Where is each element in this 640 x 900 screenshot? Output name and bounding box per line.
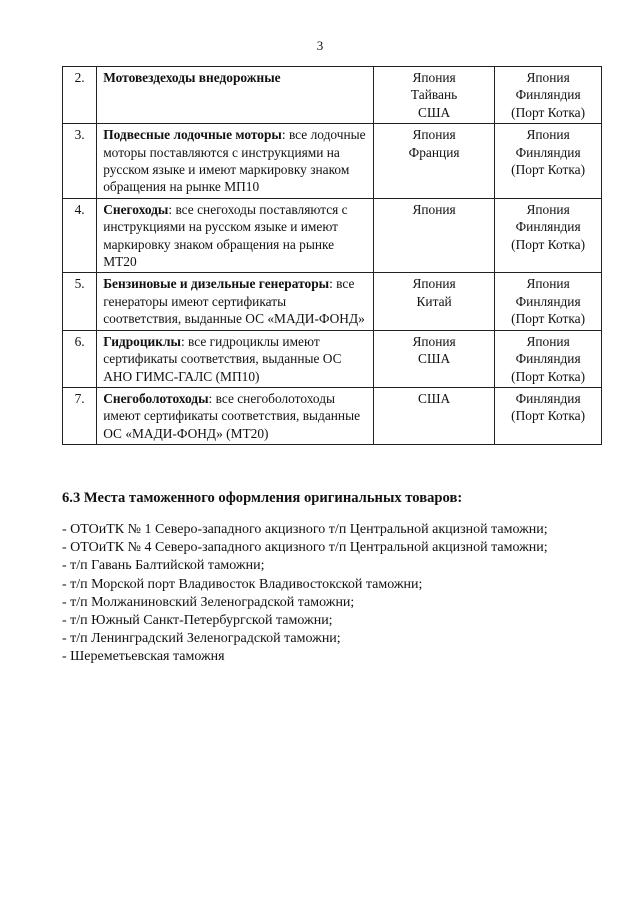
- origin-countries: [373, 387, 494, 444]
- goods-description: [97, 387, 374, 444]
- dispatch-country: Япония: [526, 127, 570, 143]
- origin-country: Япония: [412, 127, 456, 143]
- table-row: [63, 387, 602, 444]
- section-title: 6.3 Места таможенного оформления оригинальных товаров:: [62, 490, 463, 506]
- list-item: - т/п Ленинградский Зеленоградской таможни;: [62, 631, 341, 647]
- goods-title: Бензиновые и дизельные генераторы: [103, 276, 330, 292]
- origin-country: Тайвань: [410, 87, 458, 103]
- origin-countries: [373, 330, 494, 387]
- table-row: [63, 198, 602, 273]
- dispatch-country: (Порт Котка): [511, 368, 586, 384]
- list-item: - т/п Морской порт Владивосток Владивостокской таможни;: [62, 576, 423, 592]
- origin-country: США: [418, 104, 451, 120]
- dispatch-country: Япония: [526, 70, 570, 85]
- dispatch-country: Япония: [526, 333, 570, 349]
- origin-country: Франция: [408, 144, 460, 160]
- dispatch-countries: [495, 124, 602, 199]
- goods-title: Гидроциклы: [103, 333, 181, 349]
- list-item: - Шереметьевская таможня: [62, 649, 225, 665]
- dispatch-country: Финляндия: [515, 351, 581, 367]
- dispatch-countries: [495, 387, 602, 444]
- origin-country: Япония: [412, 70, 456, 85]
- dispatch-country: Финляндия: [515, 144, 581, 160]
- table-row: [63, 330, 602, 387]
- goods-description: [97, 273, 374, 330]
- goods-text: : все снегоходы поставляются с инструкциями на русском языке и имеют маркировку знаком обращения на рынке МТ20: [103, 201, 348, 270]
- list-item: - т/п Южный Санкт-Петербургской таможни;: [62, 613, 333, 629]
- dispatch-country: Япония: [526, 201, 570, 217]
- goods-title: Подвесные лодочные моторы: [103, 127, 282, 143]
- origin-countries: [373, 273, 494, 330]
- dispatch-countries: [495, 330, 602, 387]
- goods-description: [97, 330, 374, 387]
- goods-title: Мотовездеходы внедорожные: [103, 70, 281, 85]
- clearance-places-list: [62, 521, 548, 667]
- origin-country: США: [418, 390, 451, 406]
- goods-title: Снегоходы: [103, 201, 169, 217]
- goods-description: [97, 124, 374, 199]
- goods-table: [62, 66, 602, 445]
- goods-text: : все генераторы имеют сертификаты соответствия, выданные ОС «МАДИ-ФОНД»: [103, 276, 365, 327]
- dispatch-country: (Порт Котка): [511, 162, 586, 178]
- goods-description: [97, 67, 374, 124]
- table-row: [63, 273, 602, 330]
- goods-title: Снегоболотоходы: [103, 390, 209, 406]
- dispatch-countries: [495, 198, 602, 273]
- dispatch-country: Финляндия: [515, 219, 581, 235]
- dispatch-country: (Порт Котка): [511, 104, 586, 120]
- origin-countries: [373, 198, 494, 273]
- origin-country: Япония: [412, 201, 456, 217]
- origin-country: Япония: [412, 333, 456, 349]
- origin-countries: [373, 124, 494, 199]
- origin-country: Япония: [412, 276, 456, 292]
- table-row: [63, 67, 602, 124]
- origin-country: США: [418, 351, 451, 367]
- table-row: [63, 124, 602, 199]
- dispatch-country: (Порт Котка): [511, 236, 586, 252]
- goods-text: : все гидроциклы имеют сертификаты соответствия, выданные ОС АНО ГИМС-ГАЛС (МП10): [103, 333, 342, 384]
- dispatch-country: Финляндия: [515, 87, 581, 103]
- dispatch-country: (Порт Котка): [511, 311, 586, 327]
- row-number: 2.: [63, 67, 97, 124]
- dispatch-country: Финляндия: [515, 390, 581, 406]
- origin-country: Китай: [416, 293, 452, 309]
- goods-description: [97, 198, 374, 273]
- goods-text: : все лодочные моторы поставляются с инструкциями на русском языке и имеют маркировку знаком обращения на рынке МП10: [103, 127, 366, 195]
- list-item: - т/п Молжаниновский Зеленоградской таможни;: [62, 594, 355, 610]
- row-number: 5.: [63, 273, 97, 330]
- list-item: - ОТОиТК № 1 Северо-западного акцизного т/п Центральной акцизной таможни;: [62, 522, 548, 537]
- list-item: - т/п Гавань Балтийской таможни;: [62, 558, 265, 574]
- origin-countries: [373, 67, 494, 124]
- row-number: 6.: [63, 330, 97, 387]
- row-number: 4.: [63, 198, 97, 273]
- goods-text: : все снегоболотоходы имеют сертификаты соответствия, выданные ОС «МАДИ-ФОНД» (МТ20): [103, 390, 361, 441]
- dispatch-countries: [495, 273, 602, 330]
- page-number: 3: [316, 38, 324, 53]
- dispatch-country: (Порт Котка): [511, 408, 586, 424]
- dispatch-country: Финляндия: [515, 293, 581, 309]
- list-item: - ОТОиТК № 4 Северо-западного акцизного т/п Центральной акцизной таможни;: [62, 540, 548, 556]
- row-number: 7.: [63, 387, 97, 444]
- row-number: 3.: [63, 124, 97, 199]
- dispatch-countries: [495, 67, 602, 124]
- dispatch-country: Япония: [526, 276, 570, 292]
